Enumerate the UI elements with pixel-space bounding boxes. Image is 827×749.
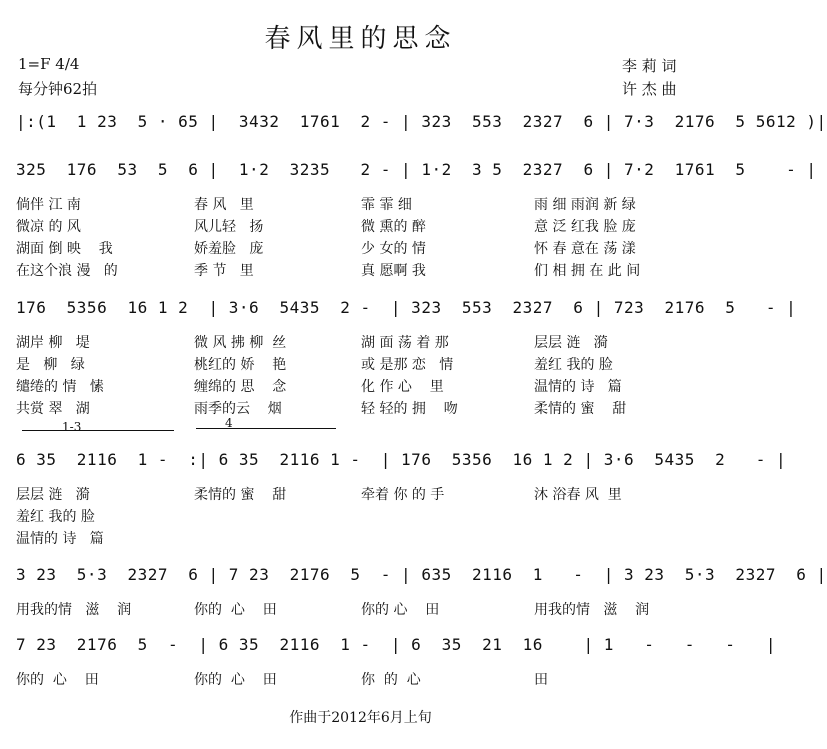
- lyric-measure: 少 女的 情: [361, 241, 426, 257]
- notation-line: 176 5356 16 1 2 | 3·6 5435 2 - | 323 553 2327 6 | 723 2176 5 - |: [16, 298, 797, 317]
- lyric-measure: 牵着 你 的 手: [361, 487, 445, 503]
- lyric-measure: 雨 细 雨润 新 绿: [534, 197, 636, 213]
- lyric-measure: 你的 心 田: [194, 602, 277, 618]
- notation-line: 3 23 5·3 2327 6 | 7 23 2176 5 - | 635 2116 1 - | 3 23 5·3 2327 6 |: [16, 565, 827, 584]
- tempo-marking: 每分钟62拍: [18, 80, 98, 98]
- lyric-measure: 倘伴 江 南: [16, 197, 81, 213]
- lyric-measure: 共赏 翠 湖: [16, 401, 90, 417]
- lyric-measure: 缱绻的 情 愫: [16, 379, 104, 395]
- lyric-measure: 湖岸 柳 堤: [16, 335, 90, 351]
- lyric-measure: 你的 心 田: [16, 672, 99, 688]
- lyric-line-2: [16, 354, 706, 374]
- lyric-measure: 用我的情 滋 润: [534, 602, 650, 618]
- lyric-measure: 雨季的云 烟: [194, 401, 282, 417]
- notation-line: 7 23 2176 5 - | 6 35 2116 1 - | 6 35 21 16 | 1 - - - |: [16, 635, 776, 654]
- lyric-measure: 温情的 诗 篇: [534, 379, 622, 395]
- lyric-line-1: [16, 484, 706, 504]
- lyric-line-4: [16, 260, 706, 280]
- lyric-measure: 你的 心 田: [361, 602, 440, 618]
- lyric-measure: 微 熏的 醉: [361, 219, 426, 235]
- lyric-line-1: [16, 332, 706, 352]
- first-ending-bracket: [22, 430, 174, 431]
- lyric-line-3: [16, 528, 706, 548]
- lyric-measure: 柔情的 蜜 甜: [534, 401, 627, 417]
- lyric-measure: 湖面 倒 映 我: [16, 241, 113, 257]
- lyric-measure: 在这个浪 漫 的: [16, 263, 118, 279]
- lyric-measure: 沐 浴春 风 里: [534, 487, 622, 503]
- lyric-measure: 温情的 诗 篇: [16, 531, 104, 547]
- lyricist-credit: 李 莉 词: [622, 57, 677, 75]
- lyric-measure: 你的 心 田: [194, 672, 277, 688]
- lyric-measure: 柔情的 蜜 甜: [194, 487, 287, 503]
- lyric-measure: 化 作 心 里: [361, 379, 444, 395]
- lyric-measure: 季 节 里: [194, 263, 254, 279]
- notation-line: |:(1 1 23 5 · 65 | 3432 1761 2 - | 323 553 2327 6 | 7·3 2176 5 5612 )|: [16, 112, 827, 131]
- lyric-line-1: [16, 194, 706, 214]
- lyric-measure: 湖 面 荡 着 那: [361, 335, 449, 351]
- lyric-measure: 羞红 我的 脸: [534, 357, 613, 373]
- lyric-measure: 霏 霏 细: [361, 197, 412, 213]
- composer-credit: 许 杰 曲: [622, 80, 677, 98]
- lyric-line-3: [16, 238, 706, 258]
- notation-line: 6 35 2116 1 - :| 6 35 2116 1 - | 176 5356 16 1 2 | 3·6 5435 2 - |: [16, 450, 787, 469]
- lyric-measure: 层层 涟 漪: [16, 487, 90, 503]
- lyric-measure: 微 风 拂 柳 丝: [194, 335, 287, 351]
- lyric-line-1: [16, 669, 706, 689]
- lyric-measure: 田: [534, 672, 548, 688]
- lyric-measure: 桃红的 娇 艳: [194, 357, 287, 373]
- second-ending-bracket: [196, 428, 336, 429]
- first-ending-label: 1-3: [62, 420, 82, 434]
- lyric-measure: 你 的 心: [361, 672, 421, 688]
- lyric-measure: 或 是那 恋 情: [361, 357, 454, 373]
- lyric-line-1: [16, 599, 706, 619]
- lyric-measure: 缠绵的 思 念: [194, 379, 287, 395]
- lyric-measure: 怀 春 意在 荡 漾: [534, 241, 636, 257]
- lyric-measure: 轻 轻的 拥 吻: [361, 401, 458, 417]
- notation-line: 325 176 53 5 6 | 1·2 3235 2 - | 1·2 3 5 2327 6 | 7·2 1761 5 - |: [16, 160, 817, 179]
- lyric-line-2: [16, 216, 706, 236]
- lyric-measure: 是 柳 绿: [16, 357, 85, 373]
- key-signature: 1=F 4/4: [18, 55, 80, 73]
- second-ending-label: 4: [225, 416, 233, 430]
- page-title: 春风里的思念: [264, 24, 457, 54]
- composition-date: 作曲于2012年6月上旬: [289, 710, 432, 726]
- lyric-line-3: [16, 376, 706, 396]
- lyric-measure: 微凉 的 风: [16, 219, 81, 235]
- lyric-line-4: [16, 398, 706, 418]
- lyric-measure: 春 风 里: [194, 197, 254, 213]
- lyric-measure: 层层 涟 漪: [534, 335, 608, 351]
- lyric-measure: 真 愿啊 我: [361, 263, 426, 279]
- lyric-measure: 意 泛 红我 脸 庞: [534, 219, 636, 235]
- lyric-measure: 风儿轻 扬: [194, 219, 264, 235]
- lyric-measure: 用我的情 滋 润: [16, 602, 132, 618]
- lyric-measure: 羞红 我的 脸: [16, 509, 95, 525]
- lyric-measure: 娇羞脸 庞: [194, 241, 264, 257]
- lyric-line-2: [16, 506, 706, 526]
- lyric-measure: 们 相 拥 在 此 间: [534, 263, 641, 279]
